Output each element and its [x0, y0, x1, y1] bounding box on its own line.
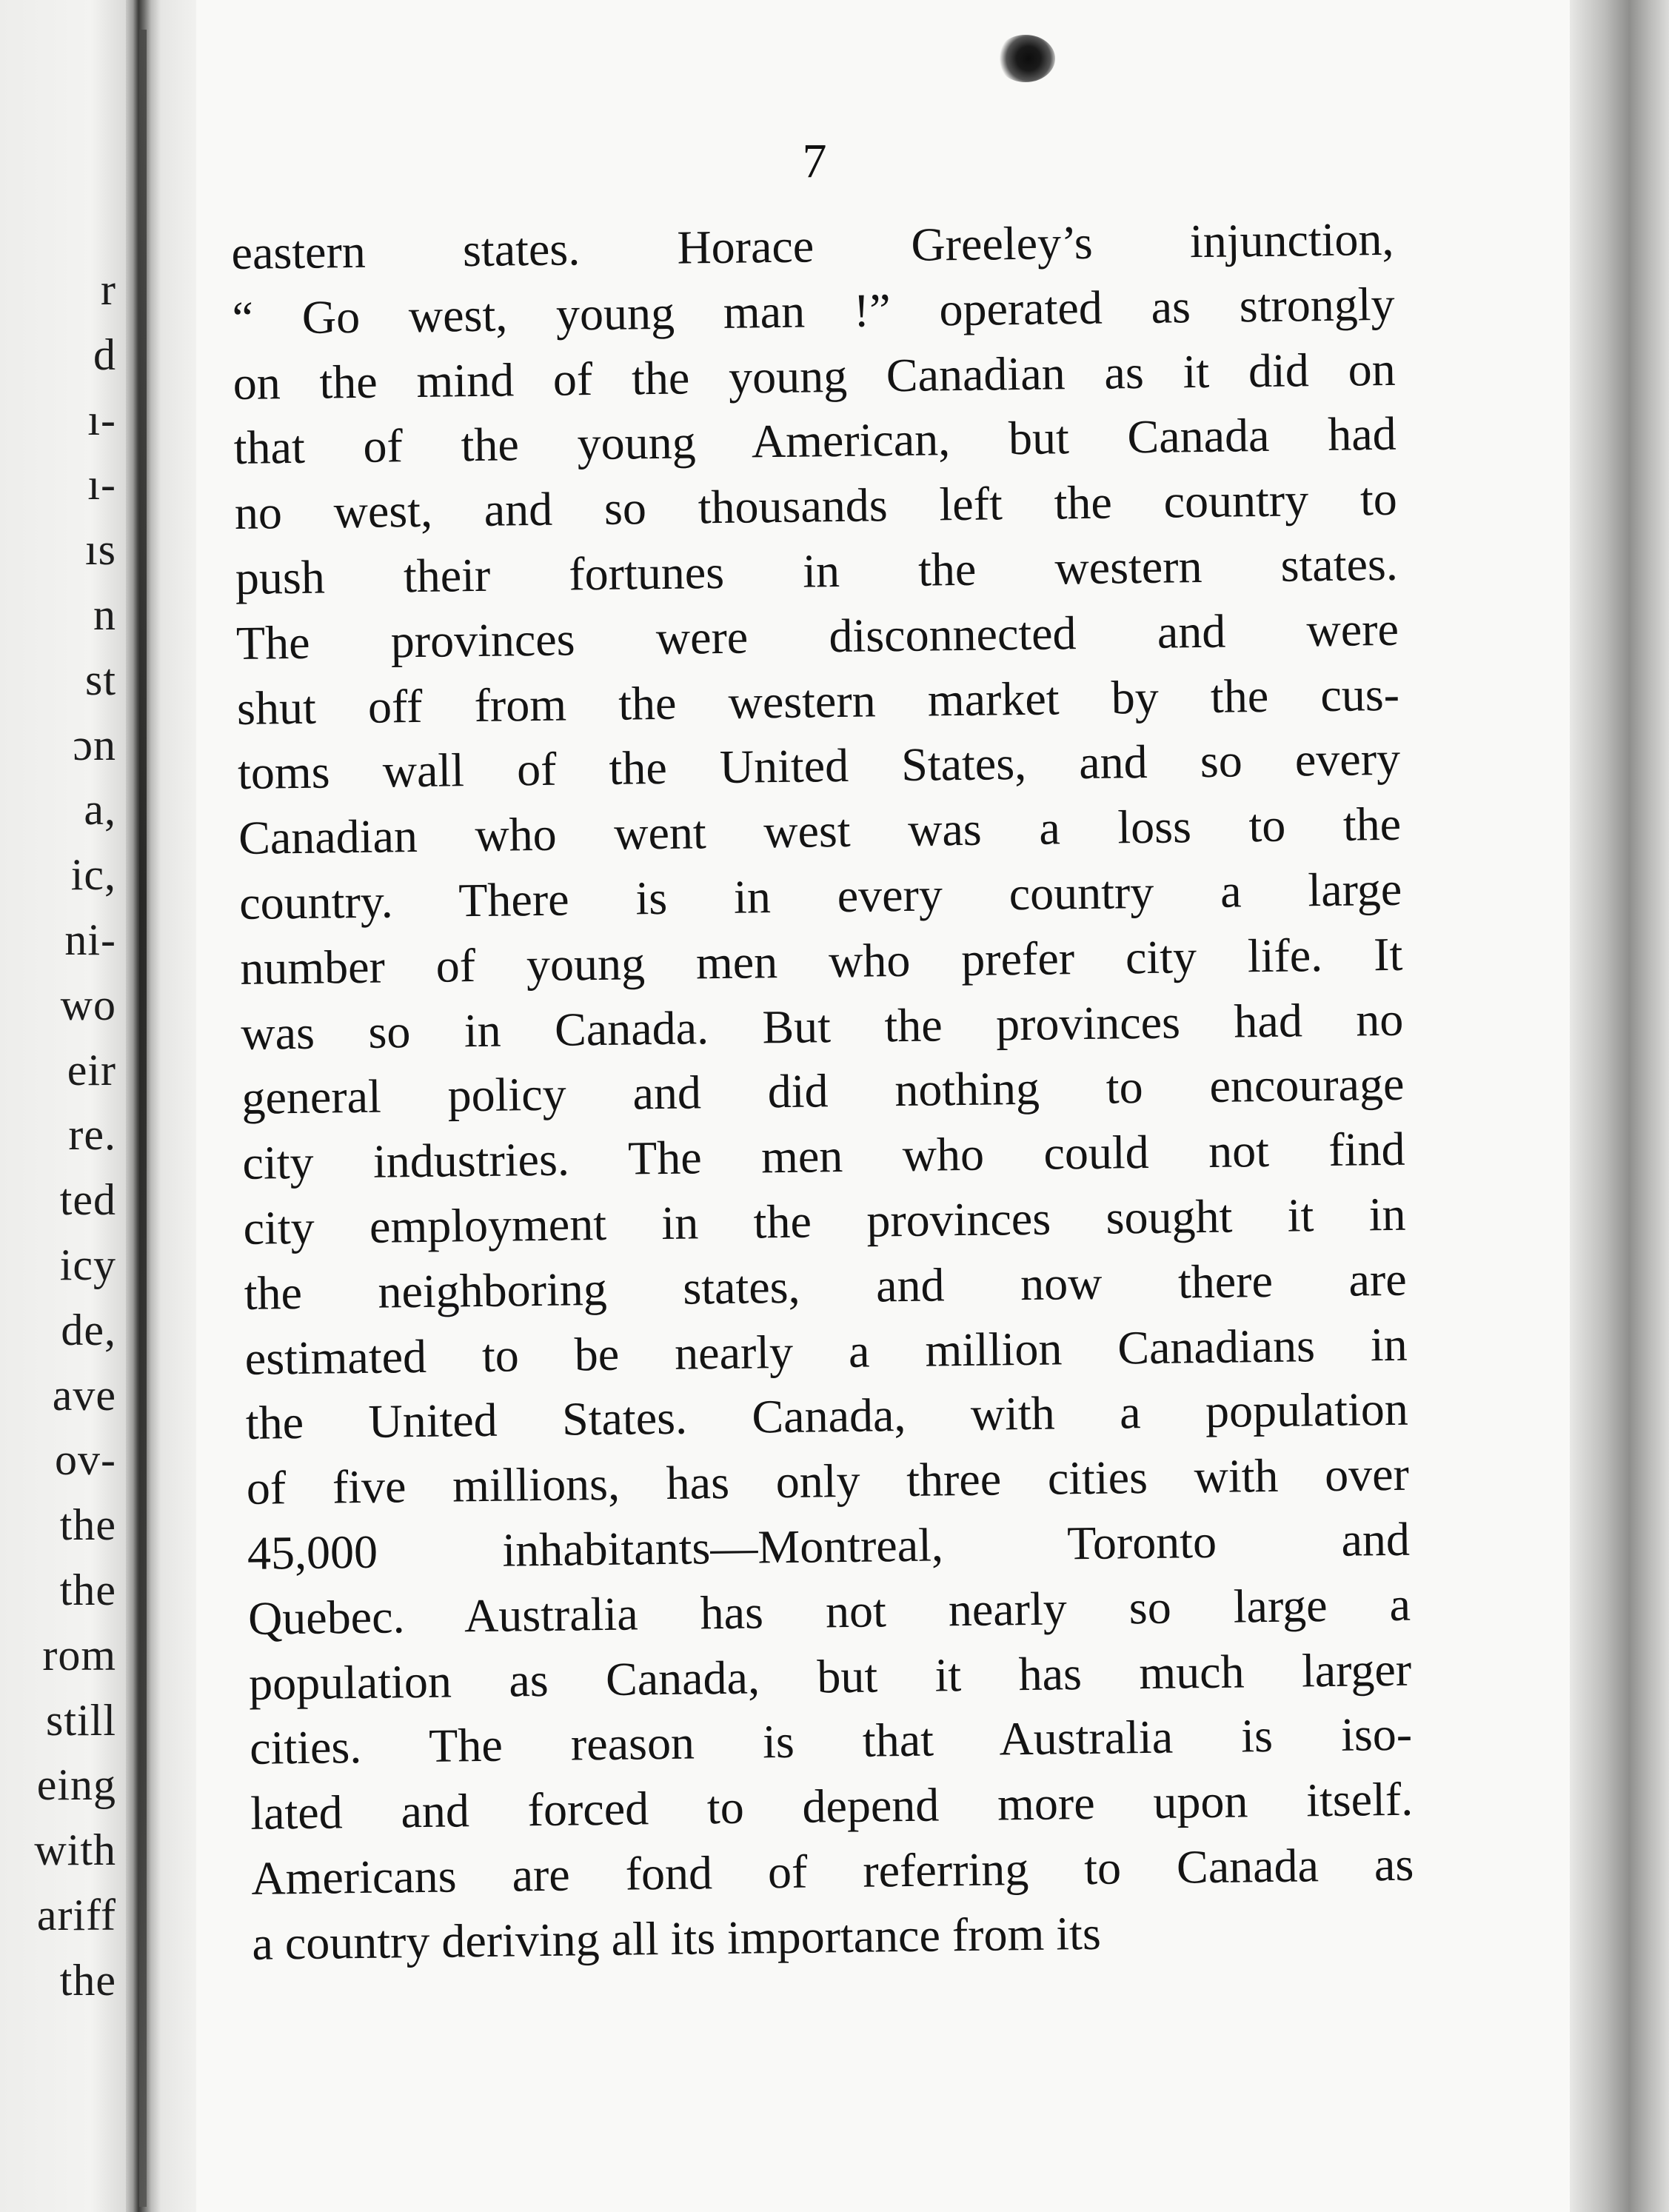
text-line: “ Go west, young man !” operated as strongly: [232, 277, 1395, 344]
page-number: 7: [802, 134, 827, 188]
book-gutter: [126, 0, 196, 2212]
text-line: shut off from the western market by the cus-: [236, 667, 1400, 735]
text-line: Americans are fond of referring to Canada as: [250, 1837, 1414, 1905]
text-line: of five millions, has only three cities with over: [246, 1447, 1410, 1515]
previous-page-fragment: the: [59, 1565, 116, 1614]
previous-page-fragment: d: [93, 330, 116, 379]
previous-page-fragment: ɔn: [73, 720, 116, 769]
previous-page-fragment: a,: [84, 785, 116, 835]
previous-page-fragment: rom: [42, 1630, 116, 1680]
text-line: lated and forced to depend more upon itself.: [250, 1772, 1414, 1840]
text-line: eastern states. Horace Greeley’s injunction,: [231, 212, 1394, 279]
previous-page-fragment: re.: [68, 1110, 116, 1160]
text-line: on the mind of the young Canadian as it did on: [233, 342, 1396, 410]
text-line: Quebec. Australia has not nearly so large a: [247, 1577, 1411, 1645]
punch-hole-mark: [996, 35, 1055, 82]
previous-page-fragment: ov-: [55, 1435, 116, 1485]
text-line: toms wall of the United States, and so every: [237, 732, 1401, 800]
previous-page-fragment: ic,: [70, 850, 116, 900]
previous-page-fragment: icy: [59, 1240, 116, 1289]
previous-page-fragment: eing: [36, 1760, 116, 1810]
text-line: number of young men who prefer city life. It: [239, 927, 1403, 995]
previous-page-fragment: eir: [67, 1045, 116, 1095]
text-line: cities. The reason is that Australia is iso-: [249, 1707, 1413, 1775]
previous-page-fragment: ni-: [64, 915, 116, 964]
previous-page-fragment: ı-: [87, 395, 116, 444]
text-line: population as Canada, but it has much larger: [248, 1643, 1412, 1710]
body-text: [231, 207, 1415, 1977]
spine-shadow: [139, 30, 147, 2207]
text-line: the neighboring states, and now there are: [244, 1252, 1408, 1320]
text-line: push their fortunes in the western states.: [235, 537, 1399, 604]
previous-page-fragment: ave: [52, 1370, 116, 1420]
text-line: country. There is in every country a large: [238, 862, 1402, 929]
text-line: the United States. Canada, with a population: [245, 1383, 1409, 1450]
previous-page-line-ends: [34, 258, 116, 2014]
text-line: general policy and did nothing to encourage: [241, 1057, 1405, 1125]
previous-page-fragment: ı-: [87, 460, 116, 509]
text-line: The provinces were disconnected and were: [235, 602, 1399, 669]
text-line: Canadian who went west was a loss to the: [238, 797, 1402, 865]
previous-page-fragment: the: [59, 1955, 116, 2005]
previous-page-fragment: st: [84, 655, 116, 704]
previous-page-fragment: de,: [61, 1305, 116, 1354]
previous-page-fragment: wo: [60, 980, 116, 1029]
previous-page-fragment: the: [59, 1500, 116, 1550]
text-line: that of the young American, but Canada had: [233, 407, 1397, 475]
text-line: city employment in the provinces sought it in: [243, 1187, 1406, 1254]
previous-page-fragment: r: [101, 265, 116, 314]
text-line: estimated to be nearly a million Canadians in: [244, 1317, 1408, 1385]
text-line: city industries. The men who could not find: [242, 1122, 1405, 1190]
text-line: no west, and so thousands left the country to: [234, 472, 1398, 540]
previous-page-fragment: still: [45, 1695, 116, 1745]
page-edge-shadow: [1570, 0, 1669, 2212]
previous-page-edge: [0, 0, 130, 2212]
previous-page-fragment: with: [34, 1825, 116, 1875]
text-line: 45,000 inhabitants—Montreal, Toronto and: [247, 1512, 1411, 1580]
previous-page-fragment: ted: [59, 1175, 116, 1225]
text-line: was so in Canada. But the provinces had no: [240, 992, 1404, 1060]
previous-page-fragment: n: [93, 589, 116, 639]
previous-page-fragment: ariff: [36, 1890, 116, 1939]
previous-page-fragment: ıs: [84, 525, 116, 575]
text-line: a country deriving all its importance from its: [251, 1906, 1102, 1970]
